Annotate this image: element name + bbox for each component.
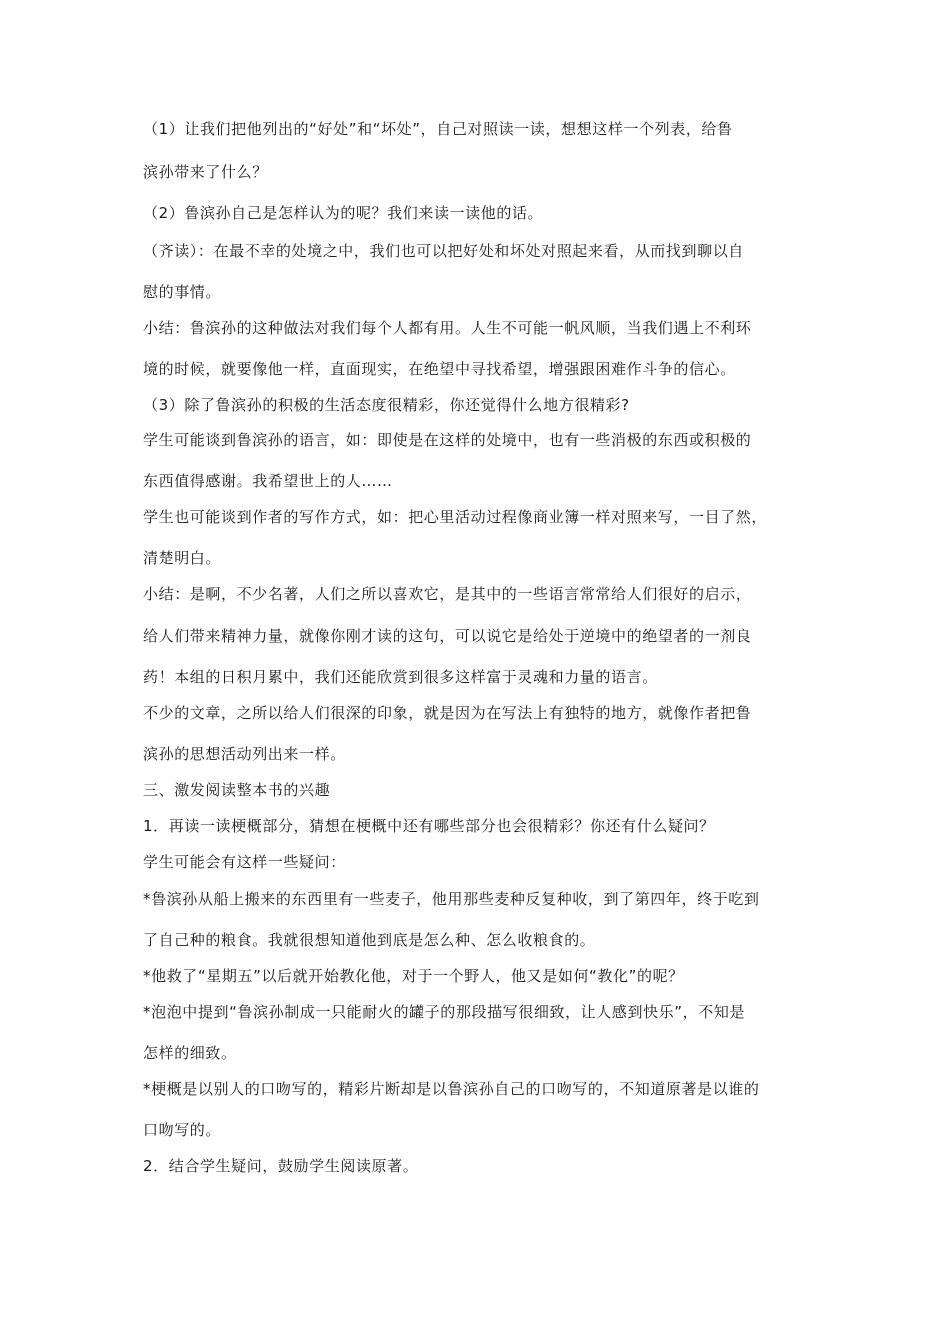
text-line: *鲁滨孙从船上搬来的东西里有一些麦子，他用那些麦种反复种收，到了第四年，终于吃到 bbox=[143, 890, 760, 908]
text-line: 怎样的细致。 bbox=[143, 1044, 237, 1062]
text-line: 1．再读一读梗概部分，猜想在梗概中还有哪些部分也会很精彩？你还有什么疑问？ bbox=[143, 817, 715, 835]
text-line: 口吻写的。 bbox=[143, 1121, 222, 1139]
text-line: 境的时候，就要像他一样，直面现实，在绝望中寻找希望，增强跟困难作斗争的信心。 bbox=[143, 360, 736, 378]
text-line: 慰的事情。 bbox=[143, 283, 222, 301]
text-line: 清楚明白。 bbox=[143, 549, 222, 567]
text-line: 学生可能会有这样一些疑问： bbox=[143, 853, 346, 871]
section-heading: 三、激发阅读整本书的兴趣 bbox=[143, 781, 331, 799]
text-line: （齐读）：在最不幸的处境之中，我们也可以把好处和坏处对照起来看，从而找到聊以自 bbox=[143, 242, 744, 260]
text-line: 小结：是啊，不少名著，人们之所以喜欢它，是其中的一些语言常常给人们很好的启示， bbox=[143, 585, 752, 603]
text-line: 学生可能谈到鲁滨孙的语言，如：即使是在这样的处境中，也有一些消极的东西或积极的 bbox=[143, 431, 752, 449]
text-line: *他救了“星期五”以后就开始教化他，对于一个野人，他又是如何“教化”的呢？ bbox=[143, 967, 684, 985]
text-line: 给人们带来精神力量，就像你刚才读的这句，可以说它是给处于逆境中的绝望者的一剂良 bbox=[143, 627, 752, 645]
text-line: 滨孙带来了什么？ bbox=[143, 163, 268, 181]
text-line: 东西值得感谢。我希望世上的人…… bbox=[143, 472, 393, 490]
text-line: 小结：鲁滨孙的这种做法对我们每个人都有用。人生不可能一帆风顺，当我们遇上不利环 bbox=[143, 319, 752, 337]
text-line: （2）鲁滨孙自己是怎样认为的呢？我们来读一读他的话。 bbox=[143, 204, 544, 222]
text-line: 了自己种的粮食。我就很想知道他到底是怎么种、怎么收粮食的。 bbox=[143, 931, 596, 949]
text-line: 2．结合学生疑问，鼓励学生阅读原著。 bbox=[143, 1157, 419, 1175]
text-line: *梗概是以别人的口吻写的，精彩片断却是以鲁滨孙自己的口吻写的，不知道原著是以谁的 bbox=[143, 1080, 760, 1098]
text-line: 不少的文章，之所以给人们很深的印象，就是因为在写法上有独特的地方，就像作者把鲁 bbox=[143, 704, 752, 722]
text-line: 药！本组的日积月累中，我们还能欣赏到很多这样富于灵魂和力量的语言。 bbox=[143, 668, 658, 686]
text-line: （3）除了鲁滨孙的积极的生活态度很精彩，你还觉得什么地方很精彩? bbox=[143, 396, 630, 414]
text-line: 学生也可能谈到作者的写作方式，如：把心里活动过程像商业簿一样对照来写，一目了然， bbox=[143, 508, 768, 526]
text-line: *泡泡中提到“鲁滨孙制成一只能耐火的罐子的那段描写很细致，让人感到快乐”，不知是 bbox=[143, 1003, 746, 1021]
text-line: 滨孙的思想活动列出来一样。 bbox=[143, 745, 346, 763]
text-line: （1）让我们把他列出的“好处”和“坏处”，自己对照读一读，想想这样一个列表，给鲁 bbox=[143, 120, 733, 138]
